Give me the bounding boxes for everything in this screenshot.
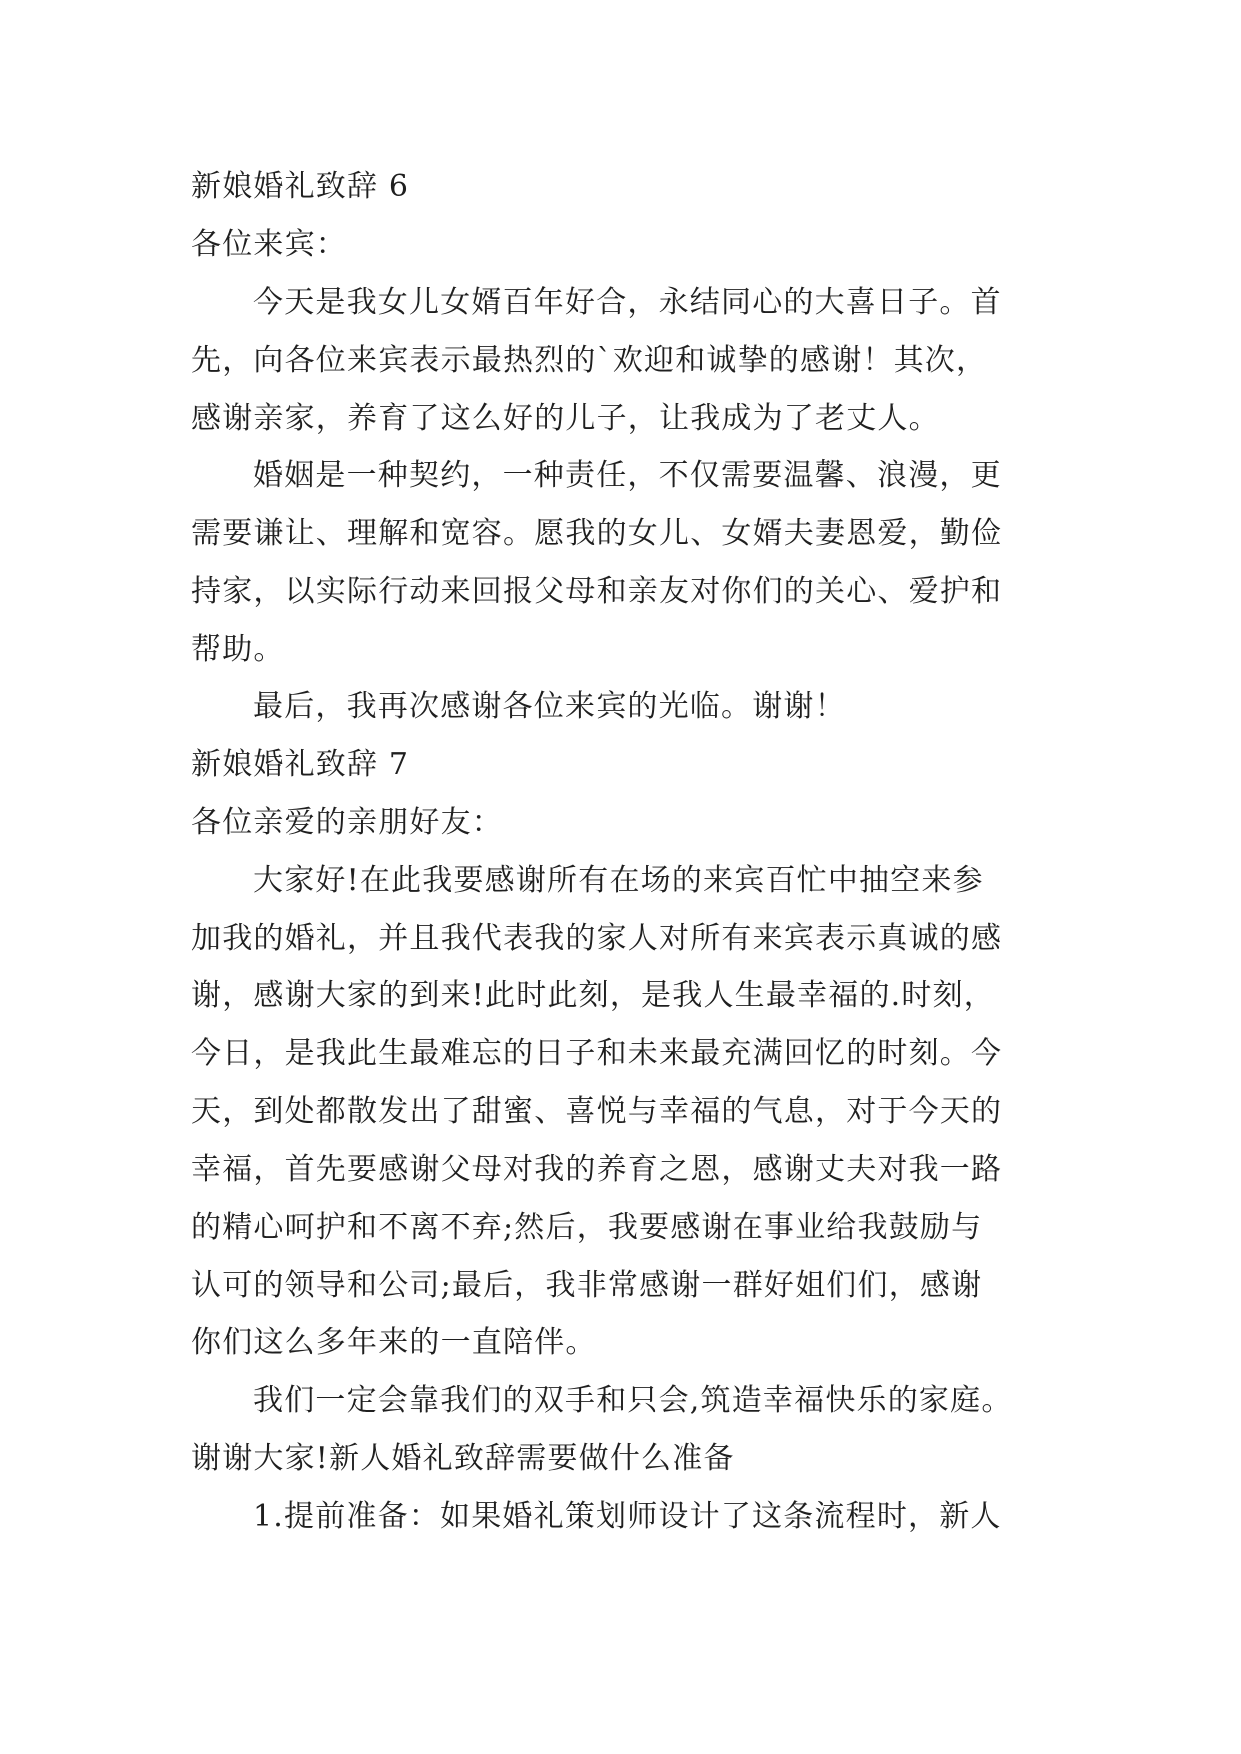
paragraph-line: 的精心呵护和不离不弃;然后，我要感谢在事业给我鼓励与 xyxy=(191,1210,983,1245)
paragraph-line: 需要谦让、理解和宽容。愿我的女儿、女婿夫妻恩爱，勤俭 xyxy=(191,516,1003,551)
paragraph-line: 持家，以实际行动来回报父母和亲友对你们的关心、爱护和 xyxy=(191,574,1003,609)
heading-speech-7: 新娘婚礼致辞 7 xyxy=(191,747,410,782)
paragraph-line: 今天是我女儿女婿百年好合，永结同心的大喜日子。首 xyxy=(253,285,1002,320)
paragraph-line: 你们这么多年来的一直陪伴。 xyxy=(191,1325,597,1360)
paragraph-line: 谢，感谢大家的到来!此时此刻，是我人生最幸福的.时刻， xyxy=(191,978,995,1013)
paragraph-line: 认可的领导和公司;最后，我非常感谢一群好姐们们，感谢 xyxy=(191,1268,983,1303)
heading-speech-6: 新娘婚礼致辞 6 xyxy=(191,169,410,204)
paragraph-line: 婚姻是一种契约，一种责任，不仅需要温馨、浪漫，更 xyxy=(253,458,1002,493)
paragraph-line: 我们一定会靠我们的双手和只会,筑造幸福快乐的家庭。 xyxy=(253,1383,1013,1418)
salutation-6: 各位来宾： xyxy=(191,227,347,262)
paragraph-line: 加我的婚礼，并且我代表我的家人对所有来宾表示真诚的感 xyxy=(191,921,1003,956)
paragraph-line: 天，到处都散发出了甜蜜、喜悦与幸福的气息，对于今天的 xyxy=(191,1094,1003,1129)
paragraph-line: 大家好!在此我要感谢所有在场的来宾百忙中抽空来参 xyxy=(253,863,984,898)
paragraph-line: 幸福，首先要感谢父母对我的养育之恩，感谢丈夫对我一路 xyxy=(191,1152,1003,1187)
paragraph-line: 1.提前准备：如果婚礼策划师设计了这条流程时，新人 xyxy=(253,1499,1002,1534)
paragraph-line: 今日，是我此生最难忘的日子和未来最充满回忆的时刻。今 xyxy=(191,1036,1003,1071)
paragraph-line: 最后，我再次感谢各位来宾的光临。谢谢！ xyxy=(253,689,846,724)
paragraph-line: 感谢亲家，养育了这么好的儿子，让我成为了老丈人。 xyxy=(191,401,940,436)
paragraph-line: 先，向各位来宾表示最热烈的`欢迎和诚挚的感谢！其次， xyxy=(191,343,988,378)
paragraph-line: 帮助。 xyxy=(191,632,285,667)
paragraph-line: 谢谢大家!新人婚礼致辞需要做什么准备 xyxy=(191,1441,735,1476)
salutation-7: 各位亲爱的亲朋好友： xyxy=(191,805,503,840)
